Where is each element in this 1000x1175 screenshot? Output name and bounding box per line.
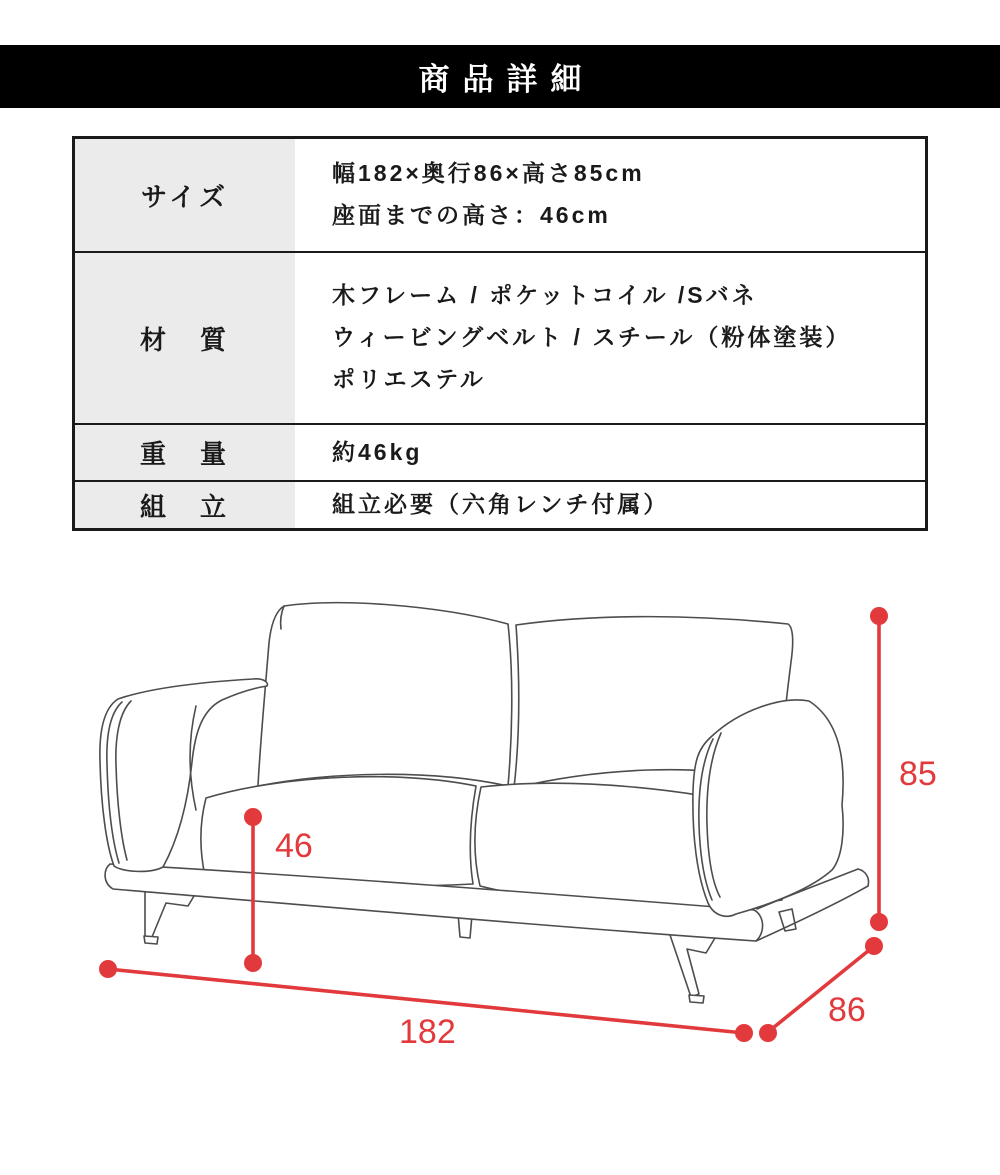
- section-title: 商品詳細: [418, 62, 595, 97]
- sofa-leg-front-left-foot: [144, 936, 158, 944]
- size-line-2: 座面までの高さ：46cm: [332, 202, 611, 228]
- sofa-leg-front-right: [669, 932, 715, 997]
- material-line-3: ポリエステル: [332, 365, 486, 392]
- sofa-seat-cushion-left: [201, 777, 476, 886]
- width-label: 182: [399, 1013, 456, 1051]
- row-weight-label: 重 量: [75, 425, 295, 480]
- dimension-depth: [759, 937, 883, 1042]
- sofa-leg-front-right-foot: [689, 995, 704, 1003]
- seat-height-label: 46: [275, 827, 313, 865]
- dimension-height: [870, 607, 937, 931]
- sofa-drawing: [100, 603, 869, 1003]
- height-label: 85: [899, 755, 937, 793]
- row-size-label: サイズ: [75, 139, 295, 251]
- row-material-label: 材 質: [75, 253, 295, 423]
- weight-line-1: 約46kg: [332, 438, 423, 465]
- material-line-2: ウィービングベルト / スチール（粉体塗装）: [332, 324, 852, 351]
- assembly-line-1: 組立必要（六角レンチ付属）: [332, 491, 670, 518]
- row-assembly-label: 組 立: [75, 482, 295, 528]
- dimension-width: [99, 960, 753, 1051]
- sofa-leg-back-right: [779, 909, 796, 931]
- sofa-back-cushion-left: [258, 603, 512, 786]
- depth-label: 86: [828, 991, 866, 1029]
- size-line-1: 幅182×奥行86×高さ85cm: [332, 160, 645, 187]
- material-line-1: 木フレーム / ポケットコイル /Sバネ: [332, 282, 758, 309]
